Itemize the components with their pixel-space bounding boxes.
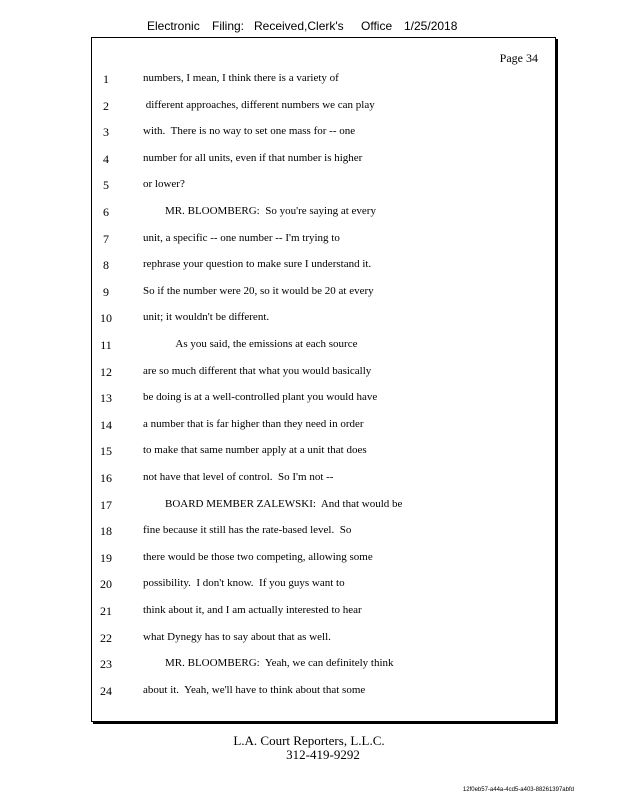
- line-number: 10: [100, 311, 112, 326]
- transcript-line: [0, 285, 618, 301]
- filing-stamp-word: Received,Clerk's: [254, 19, 344, 33]
- line-number: 15: [100, 444, 112, 459]
- line-text: unit; it wouldn't be different.: [143, 311, 270, 324]
- line-text: MR. BLOOMBERG: So you're saying at every: [143, 205, 376, 217]
- line-text: with. There is no way to set one mass for -- one: [143, 125, 356, 138]
- line-number: 16: [100, 471, 112, 485]
- line-number: 1: [103, 72, 109, 86]
- transcript-line: [0, 631, 618, 647]
- line-text: to make that same number apply at a unit that does: [143, 444, 367, 457]
- line-text: rephrase your question to make sure I understand it.: [143, 258, 372, 271]
- line-number: 4: [103, 151, 109, 166]
- line-number: 21: [100, 604, 112, 618]
- transcript-line: [0, 125, 618, 141]
- line-text: about it. Yeah, we'll have to think about that some: [143, 683, 366, 696]
- line-text: be doing is at a well-controlled plant you would have: [143, 391, 378, 404]
- line-text: not have that level of control. So I'm not --: [143, 471, 334, 483]
- line-text: unit, a specific -- one number -- I'm trying to: [143, 231, 340, 244]
- transcript-line: [0, 444, 618, 460]
- line-text: MR. BLOOMBERG: Yeah, we can definitely think: [143, 657, 394, 670]
- filing-stamp-word: Filing:: [212, 19, 245, 33]
- line-number: 17: [100, 497, 112, 512]
- transcript-line: [0, 72, 618, 88]
- line-number: 14: [100, 417, 112, 432]
- transcript-line: [0, 498, 618, 514]
- transcript-line: [0, 365, 618, 381]
- transcript-line: [0, 577, 618, 593]
- line-number: 13: [100, 391, 112, 406]
- transcript-line: [0, 258, 618, 274]
- line-number: 3: [103, 125, 109, 140]
- line-text: So if the number were 20, so it would be 20 at every: [143, 284, 374, 297]
- line-text: different approaches, different numbers we can play: [143, 98, 375, 111]
- transcript-line: [0, 391, 618, 407]
- line-number: 19: [100, 550, 112, 565]
- line-number: 2: [103, 98, 109, 113]
- filing-stamp-date: 1/25/2018: [404, 19, 458, 33]
- transcript-line: [0, 551, 618, 567]
- filing-stamp-word: Office: [361, 19, 393, 33]
- transcript-line: [0, 684, 618, 700]
- line-text: what Dynegy has to say about that as well.: [143, 630, 331, 643]
- line-number: 7: [103, 231, 109, 246]
- line-number: 11: [100, 338, 112, 352]
- line-text: fine because it still has the rate-based level. So: [143, 524, 352, 537]
- line-number: 6: [103, 205, 109, 219]
- line-text: number for all units, even if that number is higher: [143, 151, 363, 164]
- line-text: possibility. I don't know. If you guys want to: [143, 577, 345, 590]
- line-text: or lower?: [143, 178, 185, 191]
- line-text: are so much different that what you would basically: [143, 364, 372, 377]
- transcript-line: [0, 178, 618, 194]
- line-number: 9: [103, 284, 109, 299]
- transcript-line: [0, 524, 618, 540]
- document-id: 12f0eb57-a44a-4cd5-a403-88261397abfd: [462, 787, 574, 793]
- line-text: think about it, and I am actually interested to hear: [143, 604, 362, 616]
- transcript-line: [0, 99, 618, 115]
- filing-stamp-word: Electronic: [147, 19, 200, 33]
- page-number: Page 34: [499, 51, 538, 65]
- court-reporter-phone: 312-419-9292: [286, 747, 360, 762]
- line-number: 22: [100, 630, 112, 645]
- line-number: 5: [103, 178, 109, 193]
- transcript-line: [0, 657, 618, 673]
- line-text: there would be those two competing, allowing some: [143, 550, 373, 563]
- transcript-line: [0, 471, 618, 487]
- line-text: a number that is far higher than they need in order: [143, 417, 364, 430]
- line-text: BOARD MEMBER ZALEWSKI: And that would be: [143, 497, 403, 510]
- transcript-line: [0, 604, 618, 620]
- line-number: 20: [100, 577, 112, 592]
- line-number: 12: [100, 364, 112, 379]
- transcript-line: [0, 152, 618, 168]
- line-number: 23: [100, 657, 112, 672]
- transcript-line: [0, 418, 618, 434]
- line-text: As you said, the emissions at each source: [143, 338, 358, 350]
- line-number: 24: [100, 683, 112, 698]
- court-reporter-name: L.A. Court Reporters, L.L.C.: [233, 733, 385, 748]
- line-number: 18: [100, 524, 112, 539]
- transcript-line: [0, 311, 618, 327]
- line-number: 8: [103, 258, 109, 273]
- line-text: numbers, I mean, I think there is a variety of: [143, 72, 339, 84]
- transcript-line: [0, 205, 618, 221]
- transcript-line: [0, 338, 618, 354]
- transcript-line: [0, 232, 618, 248]
